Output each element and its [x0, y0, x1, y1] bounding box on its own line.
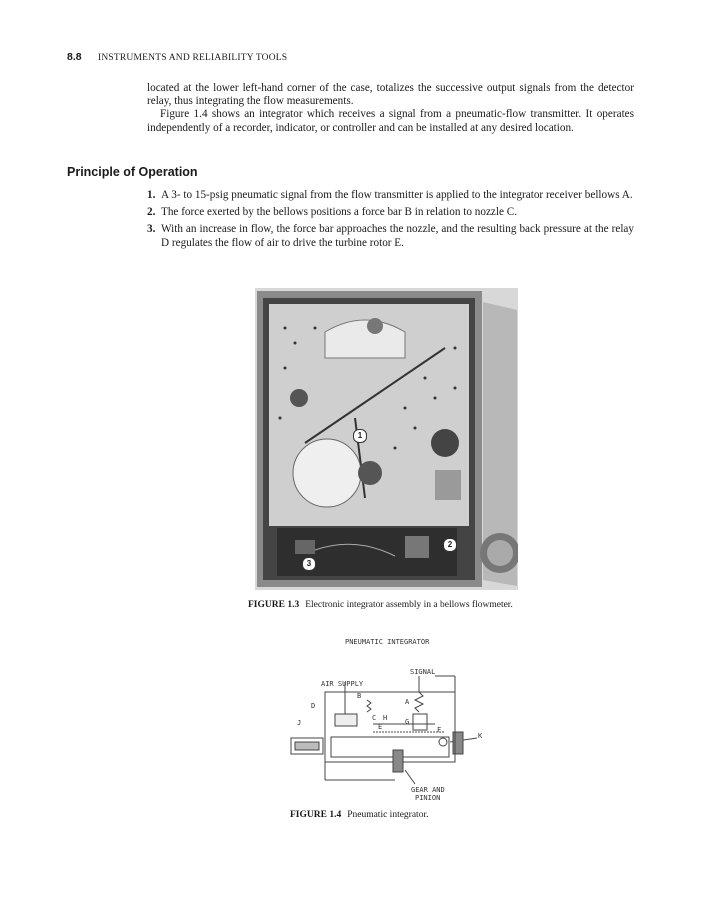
- running-title: INSTRUMENTS AND RELIABILITY TOOLS: [97, 53, 288, 63]
- figure-caption-text: Pneumatic integrator.: [347, 810, 429, 820]
- intro-paragraph-2: Figure 1.4 shows an integrator which receives a signal from a pneumatic-flow transmitter. It operates independently of a recorder, indicator, or controller and can be installed at any desired location.: [147, 108, 634, 134]
- letter-h: H: [383, 714, 388, 722]
- step-number: 3.: [147, 223, 156, 236]
- step-item: [147, 206, 634, 219]
- diagram-title: PNEUMATIC INTEGRATOR: [345, 638, 430, 646]
- step-item: [147, 223, 634, 249]
- step-text: With an increase in flow, the force bar approaches the nozzle, and the resulting back pressure at the relay D regulates the flow of air to drive the turbine rotor E.: [161, 223, 634, 249]
- section-heading: Principle of Operation: [67, 165, 198, 179]
- letter-f: F: [437, 726, 442, 734]
- letter-k: K: [478, 732, 483, 740]
- intro-text: [147, 82, 634, 135]
- letter-d: D: [311, 702, 316, 710]
- figure-1-3-photo: [255, 288, 518, 590]
- air-supply-label: AIR SUPPLY: [321, 680, 364, 688]
- letter-a: A: [405, 698, 410, 706]
- step-text: The force exerted by the bellows positions a force bar B in relation to nozzle C.: [161, 206, 518, 219]
- figure-1-4-caption: [290, 810, 428, 820]
- intro-paragraph-1: located at the lower left-hand corner of the case, totalizes the successive output signals from the detector relay, thus integrating the flow measurements.: [147, 82, 634, 108]
- running-header: [67, 51, 287, 63]
- steps-list: [147, 189, 634, 254]
- page-number: 8.8: [67, 51, 82, 63]
- figure-label: FIGURE 1.4: [290, 810, 342, 820]
- letter-j: J: [297, 719, 302, 727]
- letter-g: G: [405, 718, 410, 726]
- gear-label-line2: PINION: [415, 794, 441, 802]
- letter-b: B: [357, 692, 362, 700]
- step-number: 1.: [147, 189, 156, 201]
- signal-label: SIGNAL: [410, 668, 436, 676]
- step-text: A 3- to 15-psig pneumatic signal from the flow transmitter is applied to the integrator receiver bellows A.: [161, 189, 633, 201]
- gear-label-line1: GEAR AND: [411, 786, 445, 794]
- letter-c: C: [372, 714, 377, 722]
- step-number: 2.: [147, 206, 156, 219]
- callout-3: 3: [302, 557, 316, 571]
- callout-2: 2: [443, 538, 457, 552]
- figure-label: FIGURE 1.3: [248, 600, 300, 610]
- figure-caption-text: Electronic integrator assembly in a bellows flowmeter.: [305, 600, 513, 610]
- step-item: [147, 189, 634, 202]
- figure-1-3-caption: [248, 600, 513, 610]
- callout-1: 1: [353, 429, 367, 443]
- figure-1-4-diagram: [285, 632, 505, 804]
- letter-e: E: [378, 723, 383, 731]
